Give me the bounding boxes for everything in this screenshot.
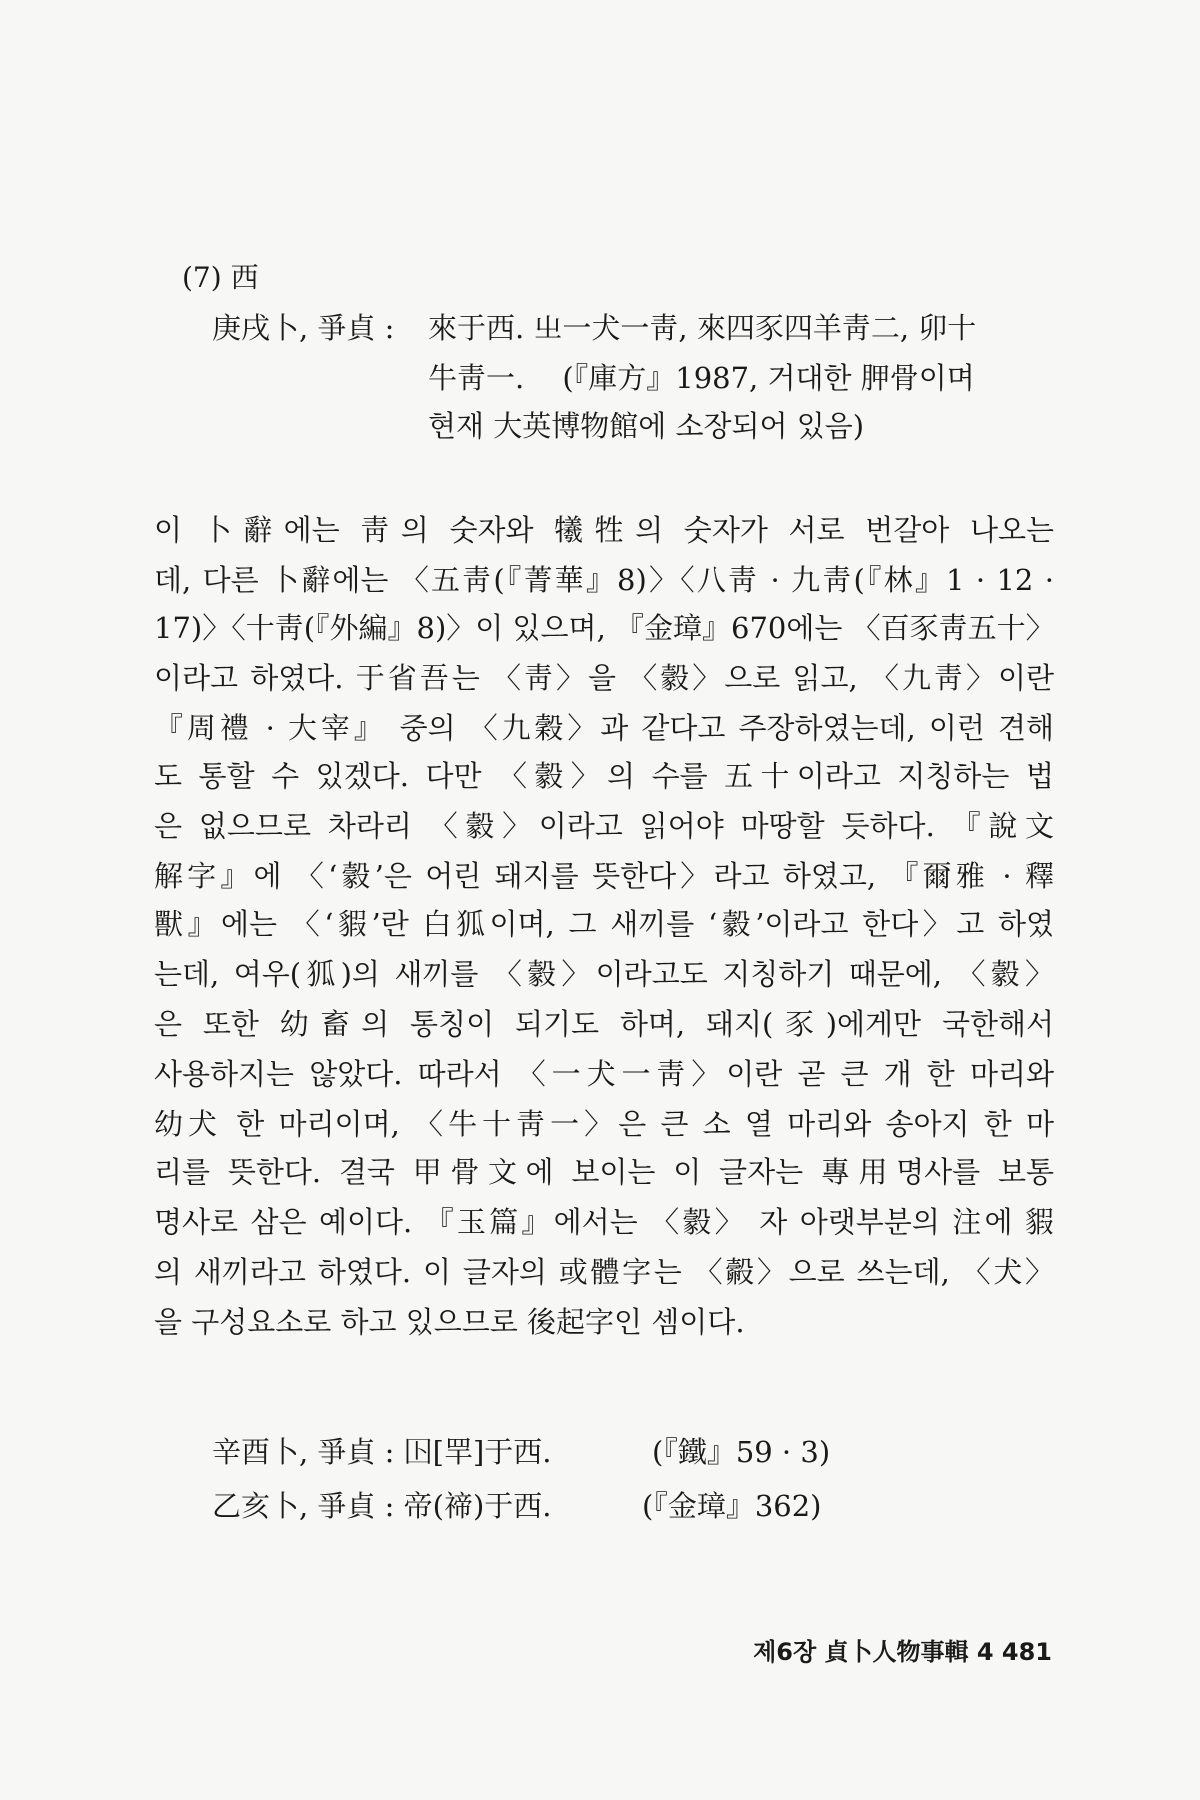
page-footer: 제6장 貞卜人物事輯 4 481: [753, 1638, 1052, 1666]
example-label: 庚戌卜, 爭貞 :: [212, 311, 395, 345]
paragraph-line: 17)〉〈十靑(『外編』8)〉이 있으며, 『金璋』670에는 〈百豕靑五十〉: [154, 611, 1055, 645]
final-example: [212, 1432, 831, 1472]
paragraph-line: 의 새끼라고 하였다. 이 글자의 或體字는 〈㲉〉으로 쓰는데, 〈犬〉: [154, 1255, 1054, 1289]
example-line: 현재 大英博物館에 소장되어 있음): [428, 409, 865, 443]
paragraph-line: 幼犬 한 마리이며, 〈牛十靑一〉은 큰 소 열 마리와 송아지 한 마: [154, 1107, 1054, 1141]
paragraph-line: 명사로 삼은 예이다. 『玉篇』에서는 〈豰〉 자 아랫부분의 注에 貑: [154, 1205, 1054, 1239]
paragraph-line: 解字』에 〈‘豰’은 어린 돼지를 뜻한다〉라고 하였고, 『爾雅 · 釋: [154, 859, 1054, 893]
example-line: 來于西. 㞢一犬一靑, 來四豕四羊靑二, 卯十: [428, 311, 977, 345]
paragraph-line: 이라고 하였다. 于省吾는 〈靑〉을 〈豰〉으로 읽고, 〈九靑〉이란: [154, 661, 1054, 695]
paragraph-line: 은 또한 幼畜의 통칭이 되기도 하며, 돼지(豕)에게만 국한해서: [154, 1007, 1054, 1041]
paragraph-line: 리를 뜻한다. 결국 甲骨文에 보이는 이 글자는 專用명사를 보통: [154, 1155, 1054, 1189]
paragraph-line: 데, 다른 卜辭에는 〈五靑(『菁華』8)〉〈八靑 · 九靑(『林』1 · 12 ·: [154, 563, 1054, 597]
paragraph-line: 은 없으므로 차라리 〈豰〉이라고 읽어야 마땅할 듯하다. 『說文: [154, 809, 1054, 843]
final-example-source: (『鐵』59 · 3): [652, 1435, 831, 1469]
final-example: [212, 1486, 822, 1526]
final-example-source: (『金璋』362): [642, 1489, 822, 1523]
final-example-text: 乙亥卜, 爭貞 : 帝(禘)于西.: [212, 1489, 552, 1523]
example-line: 牛靑一. (『庫方』1987, 거대한 胛骨이며: [428, 361, 975, 395]
final-example-text: 辛酉卜, 爭貞 : 𡆥[䍐]于西.: [212, 1435, 552, 1469]
paragraph-line: 『周禮 · 大宰』 중의 〈九穀〉과 같다고 주장하였는데, 이런 견해: [154, 711, 1054, 745]
paragraph-line: 을 구성요소로 하고 있으므로 後起字인 셈이다.: [154, 1305, 745, 1339]
paragraph-line: 사용하지는 않았다. 따라서 〈一犬一靑〉이란 곧 큰 개 한 마리와: [154, 1057, 1054, 1091]
paragraph-line: 獸』에는 〈‘貑’란 白狐이며, 그 새끼를 ‘豰’이라고 한다〉고 하였: [154, 907, 1054, 941]
paragraph-line: 도 통할 수 있겠다. 다만 〈豰〉의 수를 五十이라고 지칭하는 법: [154, 759, 1054, 793]
section-heading: (7) 西: [182, 261, 259, 294]
paragraph-line: 는데, 여우(狐)의 새끼를 〈豰〉이라고도 지칭하기 때문에, 〈豰〉: [154, 957, 1054, 991]
paragraph-line: 이 卜辭에는 靑의 숫자와 犧牲의 숫자가 서로 번갈아 나오는: [154, 513, 1054, 547]
